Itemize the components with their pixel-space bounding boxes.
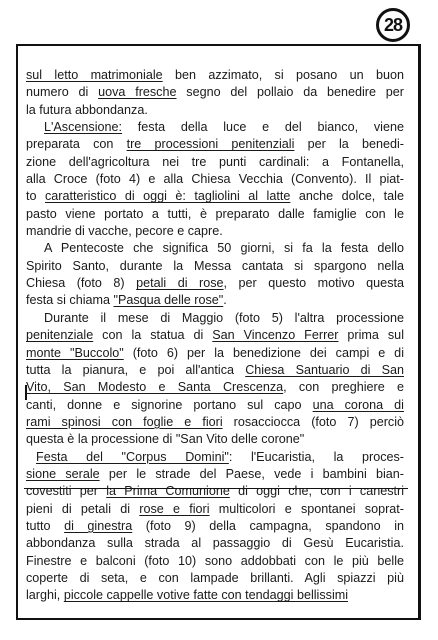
text-run: Finestre e balconi (foto 10) sono addobbati con le più belle: [26, 553, 404, 568]
text-line: [26, 397, 404, 414]
text-line: [26, 553, 404, 570]
text-run: Spirito Santo, durante la Messa cantata si spargono nella: [26, 258, 404, 273]
text-line: [26, 501, 404, 518]
text-line: [26, 449, 404, 466]
underlined-phrase: di ginestra: [64, 518, 133, 533]
text-run: zione dell'agricoltura nei tre punti cardinali: a Fontanella,: [26, 154, 404, 169]
text-run: con la statua di: [93, 328, 213, 343]
text-run: : l'Eucaristia, la proces-: [228, 449, 404, 464]
text-run: alla Croce (foto 4) e alla Chiesa Vecchia (Convento). Il piat-: [26, 172, 404, 187]
text-line: [26, 171, 404, 188]
text-run: covestiti per: [26, 484, 107, 499]
text-line: [26, 587, 404, 604]
text-line: [26, 570, 404, 587]
underlined-phrase: petali di rose: [136, 276, 224, 291]
underlined-phrase: tre processioni penitenziali: [126, 137, 295, 152]
underlined-phrase: una corona di: [312, 397, 404, 412]
text-run: larghi,: [26, 588, 64, 603]
text-run: pieni di petali di: [26, 501, 140, 516]
text-line: [26, 67, 404, 84]
page-number: 28: [376, 8, 410, 42]
text-run: A Pentecoste che significa 50 giorni, si fa la festa dello: [44, 241, 404, 256]
underlined-phrase: rami spinosi con foglie e fiori: [26, 414, 223, 429]
text-run: abbondanza sulla strada al passaggio di Gesù Eucaristia.: [26, 536, 404, 551]
text-run: Durante il mese di Maggio (foto 5) l'altra processione: [44, 310, 404, 325]
text-run: (foto 6) per la benedizione dei campi e di: [123, 345, 404, 360]
text-run: festa si chiama: [26, 293, 114, 308]
text-line: [26, 275, 404, 292]
text-run: tutta la pianura, e poi all'antica: [26, 362, 246, 377]
underlined-phrase: San Vincenzo Ferrer: [212, 328, 339, 343]
text-run: questa è la processione di "San Vito delle corone": [26, 432, 305, 447]
text-run: coperte di seta, e con lampade brillanti. Agli spiazzi più: [26, 570, 404, 585]
underlined-phrase: uova fresche: [98, 85, 177, 100]
underlined-phrase: caratteristico di oggi è: tagliolini al latte: [44, 189, 291, 204]
text-run: rosacciocca (foto 7) perciò: [222, 414, 404, 429]
text-run: segno del pollaio da benedire per: [176, 85, 404, 100]
text-line: [26, 466, 404, 483]
text-line: [26, 379, 404, 396]
text-line: [26, 223, 404, 240]
text-run: ben azzimato, si posano un buon: [162, 68, 404, 82]
text-line: [26, 102, 404, 119]
text-run: canti, donne e signorine portano sul capo: [26, 397, 313, 412]
underlined-phrase: Vito, San Modesto e Santa Crescenza: [26, 380, 284, 395]
underlined-phrase: monte "Buccolo": [26, 345, 124, 360]
text-line: [26, 518, 404, 535]
text-run: multicolori e spontanei soprat-: [209, 501, 404, 516]
text-line: [26, 206, 404, 223]
underlined-phrase: piccole cappelle votive fatte con tendaggi bellissimi: [63, 588, 349, 603]
underlined-phrase: Chiesa Santuario di San: [245, 362, 404, 377]
text-line: [26, 292, 404, 309]
text-run: , per questo motivo questa: [223, 276, 404, 291]
underlined-phrase: la Prima Comunione: [106, 484, 230, 499]
text-run: mandrie di vacche, pecore e capre.: [26, 224, 223, 239]
text-line: [26, 362, 404, 379]
underlined-phrase: rose e fiori: [139, 501, 210, 516]
text-run: pasto viene portato a tutti, è preparato dalle famiglie con le: [26, 206, 404, 221]
text-line: [26, 154, 404, 171]
text-run: (foto 9) della campagna, spandono in: [132, 518, 404, 533]
underlined-phrase: Festa del "Corpus Domini": [36, 449, 229, 464]
text-line: [26, 119, 404, 136]
text-line: [26, 535, 404, 552]
text-run: festa della luce e del bianco, viene: [122, 120, 404, 135]
text-run: preparata con: [26, 137, 127, 152]
text-line: [26, 240, 404, 257]
underlined-phrase: sul letto matrimoniale: [26, 68, 163, 82]
underlined-phrase: sione serale: [26, 466, 100, 481]
text-line: [26, 431, 404, 448]
text-line: [26, 136, 404, 153]
text-line: [26, 188, 404, 205]
body-text: [26, 67, 404, 615]
text-run: numero di: [26, 85, 99, 100]
text-line: [26, 483, 404, 500]
text-run: per le strade del Paese, vede i bambini bian-: [99, 466, 404, 481]
text-line: [26, 414, 404, 431]
underlined-phrase: "Pasqua delle rose": [113, 293, 224, 308]
text-run: la futura abbondanza.: [26, 102, 148, 117]
text-run: .: [223, 293, 227, 308]
text-run: per la benedi-: [294, 137, 404, 152]
text-run: to: [26, 189, 45, 204]
underlined-phrase: penitenziale: [26, 328, 94, 343]
text-run: Chiesa (foto 8): [26, 276, 137, 291]
text-run: anche dolce, tale: [290, 189, 404, 204]
text-run: di oggi che, con i canestri: [229, 484, 404, 499]
text-line: [26, 310, 404, 327]
text-run: prima sul: [338, 328, 404, 343]
text-line: [26, 258, 404, 275]
text-line: [26, 345, 404, 362]
text-run: , con preghiere e: [283, 380, 404, 395]
text-run: tutto: [26, 518, 65, 533]
underlined-phrase: L'Ascensione:: [44, 120, 123, 135]
text-line: [26, 84, 404, 101]
text-line: [26, 327, 404, 344]
